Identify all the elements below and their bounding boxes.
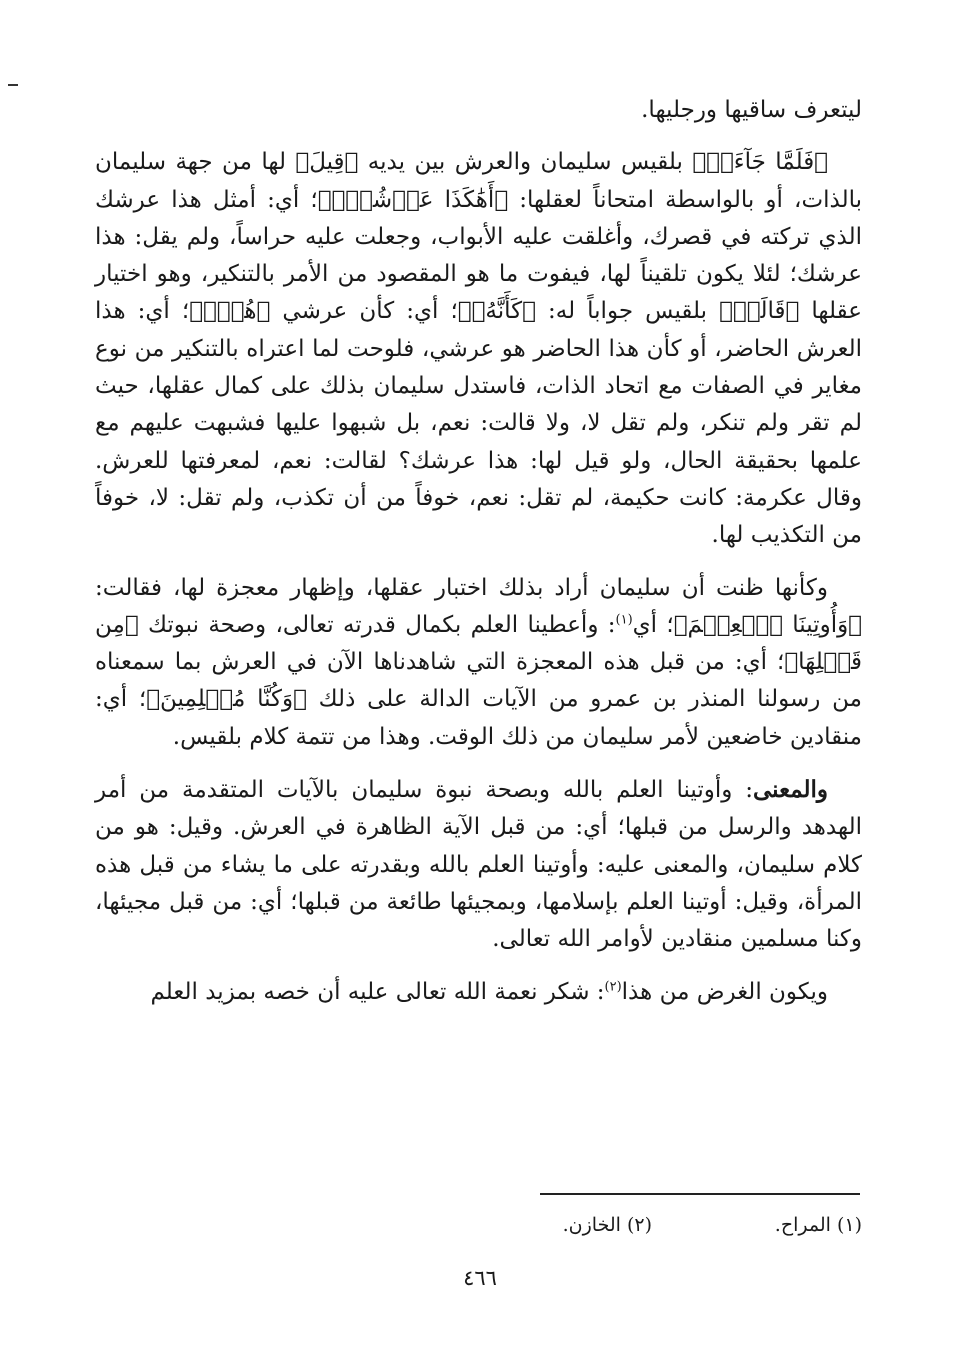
bold-term: والمعنى: [752, 776, 828, 804]
paragraph: [95, 144, 862, 554]
page-number: ٤٦٦: [463, 1266, 497, 1290]
footnote-reference: (١): [615, 612, 633, 628]
text-run: ﴿فَلَمَّا جَآءَتۡ﴾ بلقيس سليمان والعرش بين يديه ﴿قِيلَ﴾ لها من جهة سليمان بالذات، أو بالواسطة امتحاناً لعقلها: ﴿أَهَٰكَذَا عَرۡشُكِۖ﴾؛ أي: أمثل هذا عرشك الذي تركته في قصرك، وأغلقت عليه الأبواب، وجعلت عليه حراساً، ولم يقل: هذا عرشك؛ لئلا يكون تلقيناً لها، فيفوت ما هو المقصود من الأمر بالتنكير، وهو اختيار عقلها ﴿قَالَتۡ﴾ بلقيس جواباً له: ﴿كَأَنَّهُۥ﴾؛ أي: كأن عرشي ﴿هُوَۚ﴾؛ أي: هذا العرش الحاضر، أو كأن هذا الحاضر هو عرشي، فلوحت لما اعتراه بالتنكير من نوع مغاير في الصفات مع اتحاد الذات، فاستدل سليمان بذلك على كمال عقلها، حيث لم تقر ولم تنكر، ولم تقل لا، ولا قالت: نعم، بل شبهوا عليها فشبهت عليهم مع علمها بحقيقة الحال، ولو قيل لها: هذا عرشك؟ لقالت: نعم، لمعرفتها للعرش. وقال عكرمة: كانت حكيمة، لم تقل: نعم، خوفاً من أن تكذب، ولم تقل: لا، خوفاً من التكذيب لها.: [95, 149, 862, 549]
footnote-1: (١) المراح.: [774, 1214, 862, 1236]
text-run: : وأوتينا العلم بالله وبصحة نبوة سليمان بالآيات المتقدمة من أمر الهدهد والرسل من قبلها؛ أي: من قبل الآية الظاهرة في العرش. وقيل: هو من كلام سليمان، والمعنى عليه: وأوتينا العلم بالله وبقدرته على ما يشاء من قبل هذه المرأة، وقيل: أوتينا العلم بإسلامها، وبمجيئها طائعة من قبلها؛ أي: من قبل مجيئها، وكنا مسلمين منقادين لأوامر الله تعالى.: [95, 777, 862, 953]
paragraph: [95, 771, 862, 958]
paragraph: [95, 974, 862, 1011]
text-run: ويكون الغرض من هذا: [621, 978, 828, 1005]
text-run: ليتعرف ساقيها ورجليها.: [641, 97, 862, 123]
text-run: وكأنها ظنت أن سليمان أراد بذلك اختبار عقلها، وإظهار معجزة لها، فقالت: ﴿وَأُوتِينَا ٱلۡعِلۡمَ﴾؛ أي: [95, 574, 862, 638]
footnote-separator: [540, 1193, 860, 1195]
scan-edge-mark: [8, 84, 18, 86]
footnote-2: (٢) الخازن.: [562, 1214, 652, 1236]
paragraph: [95, 570, 862, 756]
footnote-reference: (٢): [604, 978, 622, 994]
paragraph: [95, 92, 862, 129]
text-run: : شكر نعمة الله تعالى عليه أن خصه بمزيد العلم: [150, 978, 605, 1005]
text-run: : وأعطينا العلم بكمال قدرته تعالى، وصحة نبوتك ﴿مِن قَبۡلِهَا﴾؛ أي: من قبل هذه المعجزة التي شاهدناها الآن في العرش بما سمعناه من رسولنا المنذر بن عمرو من الآيات الدالة على ذلك ﴿وَكُنَّا مُسۡلِمِينَ﴾؛ أي: منقادين خاضعين لأمر سليمان من ذلك الوقت. وهذا من تتمة كلام بلقيس.: [95, 611, 862, 750]
page-body: [95, 92, 862, 1026]
